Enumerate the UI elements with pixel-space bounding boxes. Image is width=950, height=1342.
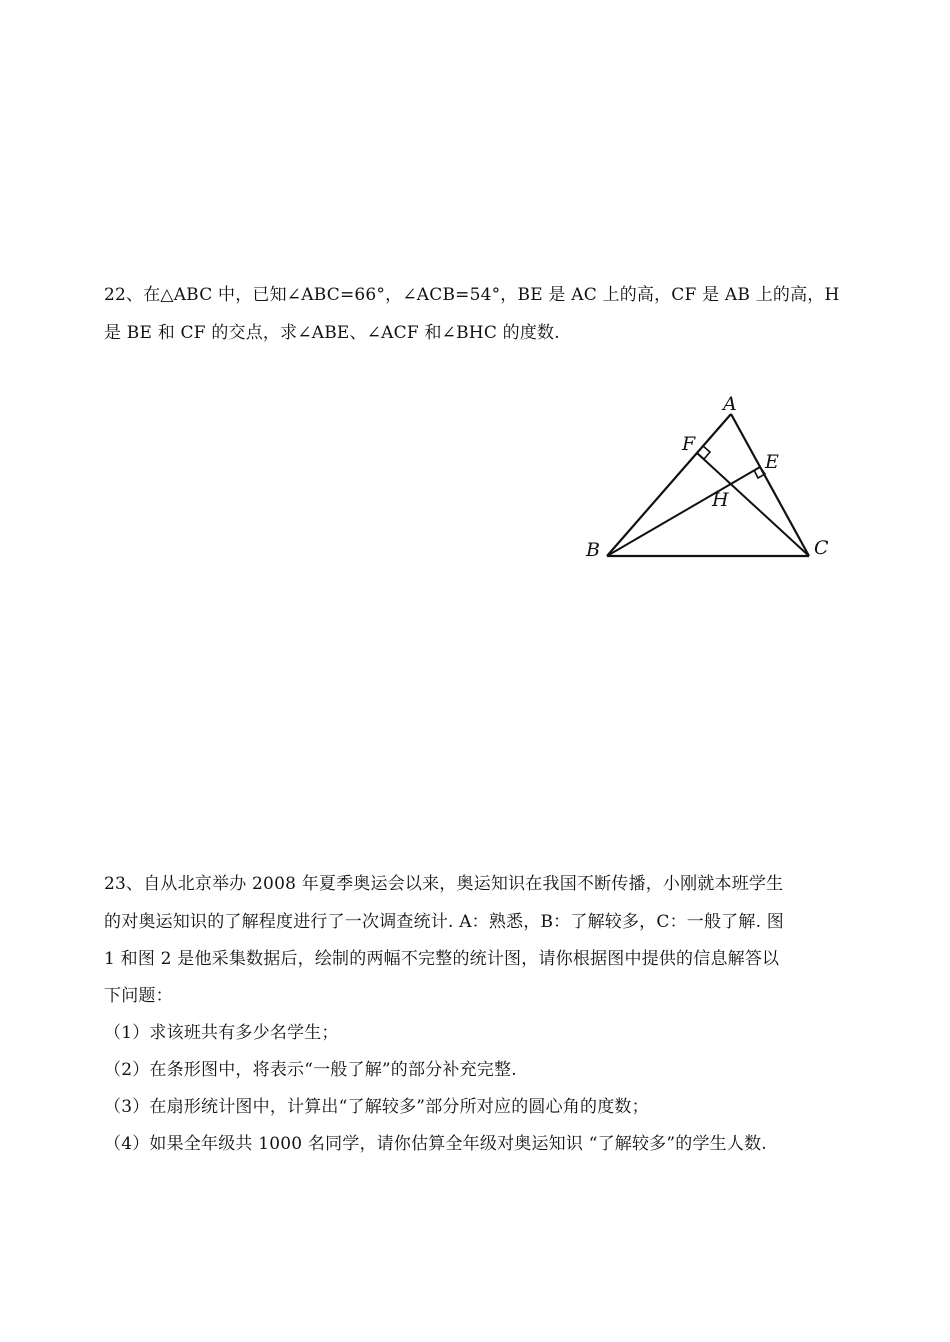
q23-line-4: 下问题： [104,986,173,1006]
q23-sub-3: （3）在扇形统计图中，计算出“了解较多”部分所对应的圆心角的度数； [104,1097,649,1117]
q23-line-2: 的对奥运知识的了解程度进行了一次调查统计. A：熟悉，B：了解较多，C：一般了解. 图 [104,912,784,932]
q23-sub-2: （2）在条形图中，将表示“一般了解”的部分补充完整. [104,1060,517,1080]
q22-line-2: 是 BE 和 CF 的交点，求∠ABE、∠ACF 和∠BHC 的度数. [104,323,560,343]
q23-line-1: 23、自从北京举办 2008 年夏季奥运会以来，奥运知识在我国不断传播，小刚就本班学生 [104,874,784,894]
right-angle-f [697,446,710,459]
altitude-be [607,467,760,556]
q23-sub-4: （4）如果全年级共 1000 名同学，请你估算全年级对奥运知识 “了解较多”的学生人数. [104,1134,767,1154]
label-f: F [682,433,696,455]
label-b: B [586,539,600,561]
label-c: C [814,537,829,559]
label-e: E [765,451,779,473]
q23-sub-1: （1）求该班共有多少名学生； [104,1023,339,1043]
label-a: A [723,393,737,415]
triangle-figure [580,388,840,568]
triangle-diagram [580,388,840,568]
q22-line-1: 22、在△ABC 中，已知∠ABC=66°，∠ACB=54°，BE 是 AC 上的高，CF 是 AB 上的高，H [104,285,840,305]
side-ab [607,414,731,556]
side-ac [731,414,809,556]
q23-line-3: 1 和图 2 是他采集数据后，绘制的两幅不完整的统计图，请你根据图中提供的信息解答以 [104,949,780,969]
label-h: H [712,489,729,511]
